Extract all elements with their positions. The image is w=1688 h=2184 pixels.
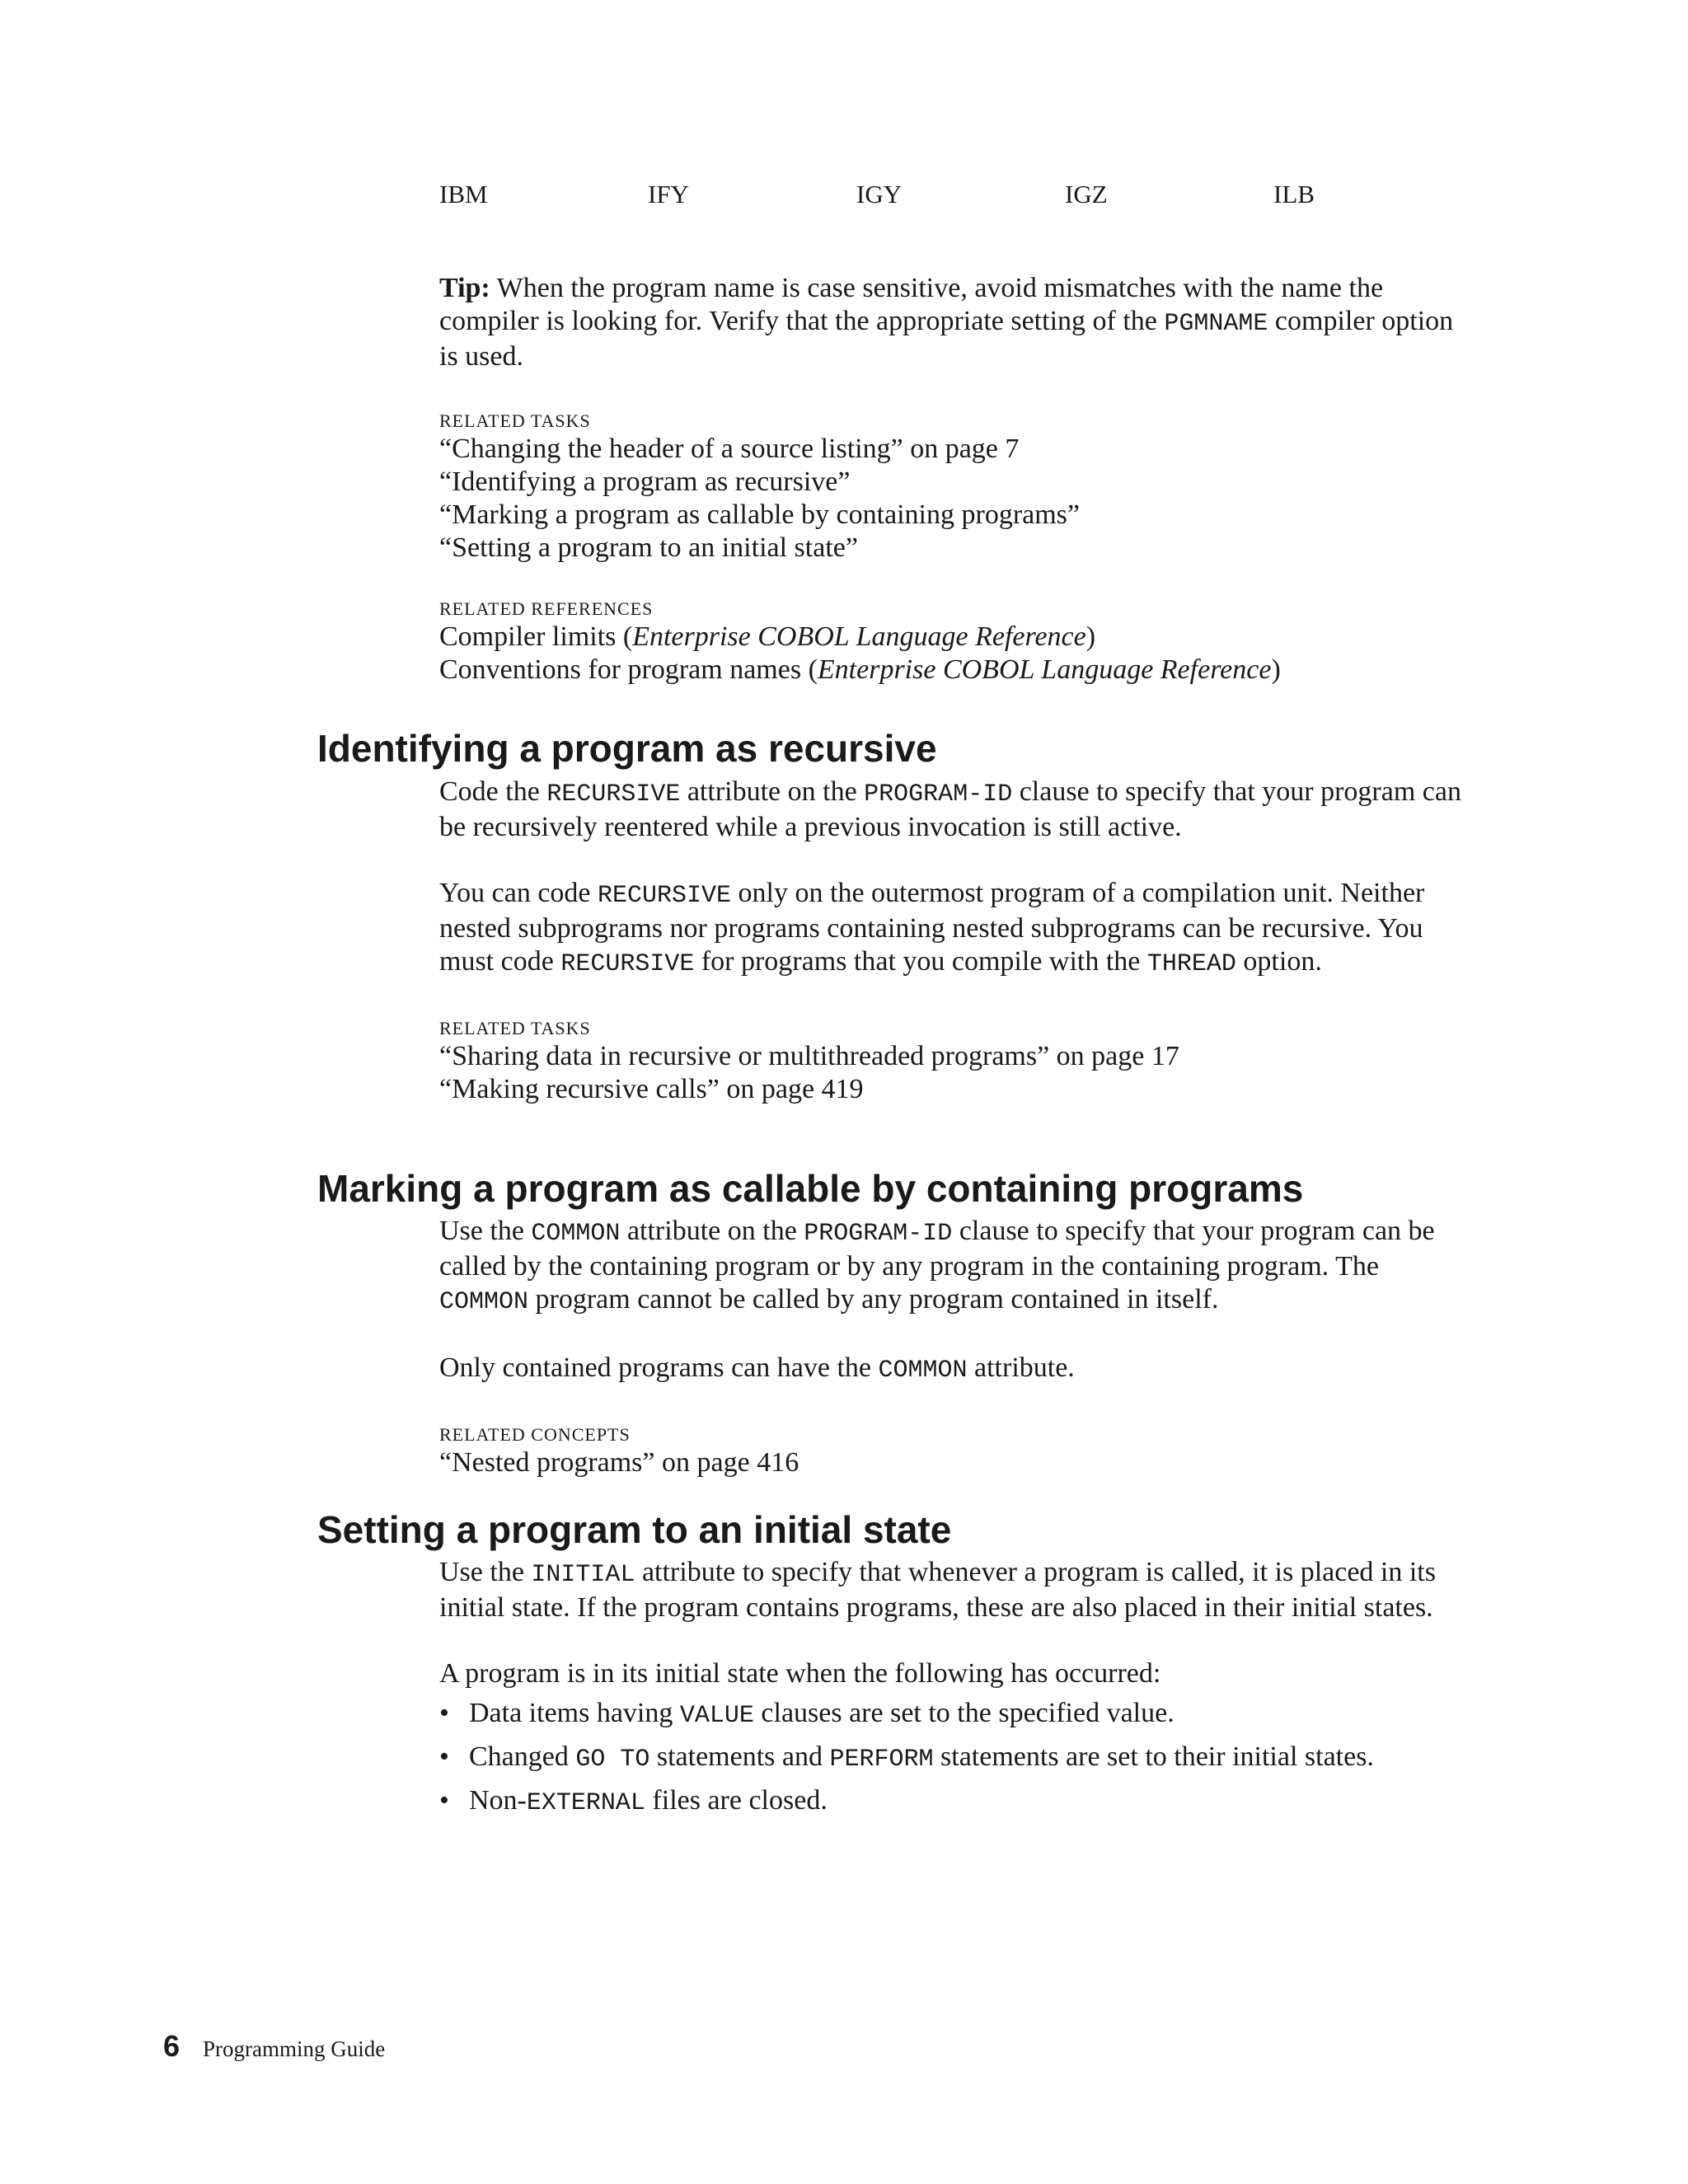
section-initial-body [439, 1556, 1470, 1828]
heading-recursive: Identifying a program as recursive [317, 727, 937, 770]
related-tasks-label: RELATED TASKS [439, 1018, 591, 1038]
code-common: COMMON [439, 1288, 529, 1316]
related-references-links [439, 621, 1470, 687]
code-go-to: GO TO [575, 1746, 650, 1774]
section-common-body [439, 1215, 1470, 1479]
code-recursive: RECURSIVE [546, 780, 681, 808]
prefix-item: ILB [1273, 180, 1315, 209]
paragraph: Use the INITIAL attribute to specify that whenever a program is called, it is placed in its initial state. If the program contains programs, these are also placed in their initial states. [439, 1557, 1436, 1623]
paragraph: You can code RECURSIVE only on the outermost program of a compilation unit. Neither nested subprograms nor programs containing nested subprograms can be recursive. You must code RECURSIVE for programs that you compile with the THREAD option. [439, 878, 1425, 978]
prefix-item: IGY [856, 180, 903, 209]
bullet-icon: • [439, 1785, 449, 1816]
code-pgmname: PGMNAME [1164, 310, 1268, 338]
code-initial: INITIAL [531, 1561, 635, 1589]
code-common: COMMON [531, 1220, 621, 1248]
code-perform: PERFORM [829, 1746, 934, 1774]
list-item: • Data items having VALUE clauses are set to the specified value. [439, 1698, 1175, 1730]
page-footer [163, 2029, 385, 2064]
related-link[interactable]: “Nested programs” on page 416 [439, 1447, 799, 1478]
code-recursive: RECURSIVE [598, 882, 732, 910]
related-link[interactable]: “Setting a program to an initial state” [439, 532, 858, 563]
related-link[interactable]: “Identifying a program as recursive” [439, 466, 851, 497]
code-program-id: PROGRAM-ID [864, 780, 1013, 808]
paragraph: A program is in its initial state when the following has occurred: [439, 1658, 1161, 1689]
paragraph: Use the COMMON attribute on the PROGRAM-ID clause to specify that your program can be called by the containing program or by any program in the containing program. The COMMON program cannot be called by any program contained in itself. [439, 1216, 1435, 1316]
paragraph: Code the RECURSIVE attribute on the PROGRAM-ID clause to specify that your program can be recursively reentered while a previous invocation is still active. [439, 776, 1461, 842]
module-prefix-list [439, 180, 1482, 209]
code-common: COMMON [878, 1357, 968, 1385]
bullet-list [439, 1697, 1470, 1820]
code-program-id: PROGRAM-ID [804, 1220, 953, 1248]
tip-block [439, 272, 1470, 687]
list-item: • Changed GO TO statements and PERFORM statements are set to their initial states. [439, 1741, 1374, 1774]
code-recursive: RECURSIVE [560, 950, 695, 978]
tip-paragraph: Tip: When the program name is case sensitive, avoid mismatches with the name the compiler is looking for. Verify that the appropriate setting of the PGMNAME compiler option is used. [439, 273, 1454, 372]
reference-link[interactable]: Compiler limits (Enterprise COBOL Language Reference) [439, 621, 1096, 652]
related-link[interactable]: “Marking a program as callable by containing programs” [439, 499, 1081, 530]
heading-initial: Setting a program to an initial state [317, 1508, 952, 1551]
paragraph: Only contained programs can have the COMMON attribute. [439, 1352, 1075, 1385]
reference-link[interactable]: Conventions for program names (Enterprise COBOL Language Reference) [439, 654, 1281, 685]
book-title: Programming Guide [203, 2036, 386, 2061]
bullet-icon: • [439, 1741, 449, 1772]
list-item: • Non-EXTERNAL files are closed. [439, 1785, 828, 1817]
related-link[interactable]: “Changing the header of a source listing” on page 7 [439, 434, 1020, 464]
prefix-item: IFY [648, 180, 689, 209]
heading-common: Marking a program as callable by containing programs [317, 1167, 1304, 1210]
related-link[interactable]: “Sharing data in recursive or multithreaded programs” on page 17 [439, 1041, 1179, 1071]
code-external: EXTERNAL [526, 1789, 645, 1817]
related-tasks-links [439, 433, 1470, 565]
tip-label: Tip: [439, 273, 490, 303]
related-tasks-label: RELATED TASKS [439, 410, 591, 431]
code-thread: THREAD [1146, 950, 1236, 978]
bullet-icon: • [439, 1698, 449, 1728]
section-recursive-body [439, 776, 1470, 1106]
prefix-item: IGZ [1065, 180, 1108, 209]
page-number: 6 [163, 2029, 181, 2063]
code-value: VALUE [679, 1702, 754, 1730]
related-references-label: RELATED REFERENCES [439, 598, 654, 619]
prefix-item: IBM [439, 180, 488, 209]
related-link[interactable]: “Making recursive calls” on page 419 [439, 1074, 864, 1104]
related-concepts-label: RELATED CONCEPTS [439, 1424, 631, 1445]
